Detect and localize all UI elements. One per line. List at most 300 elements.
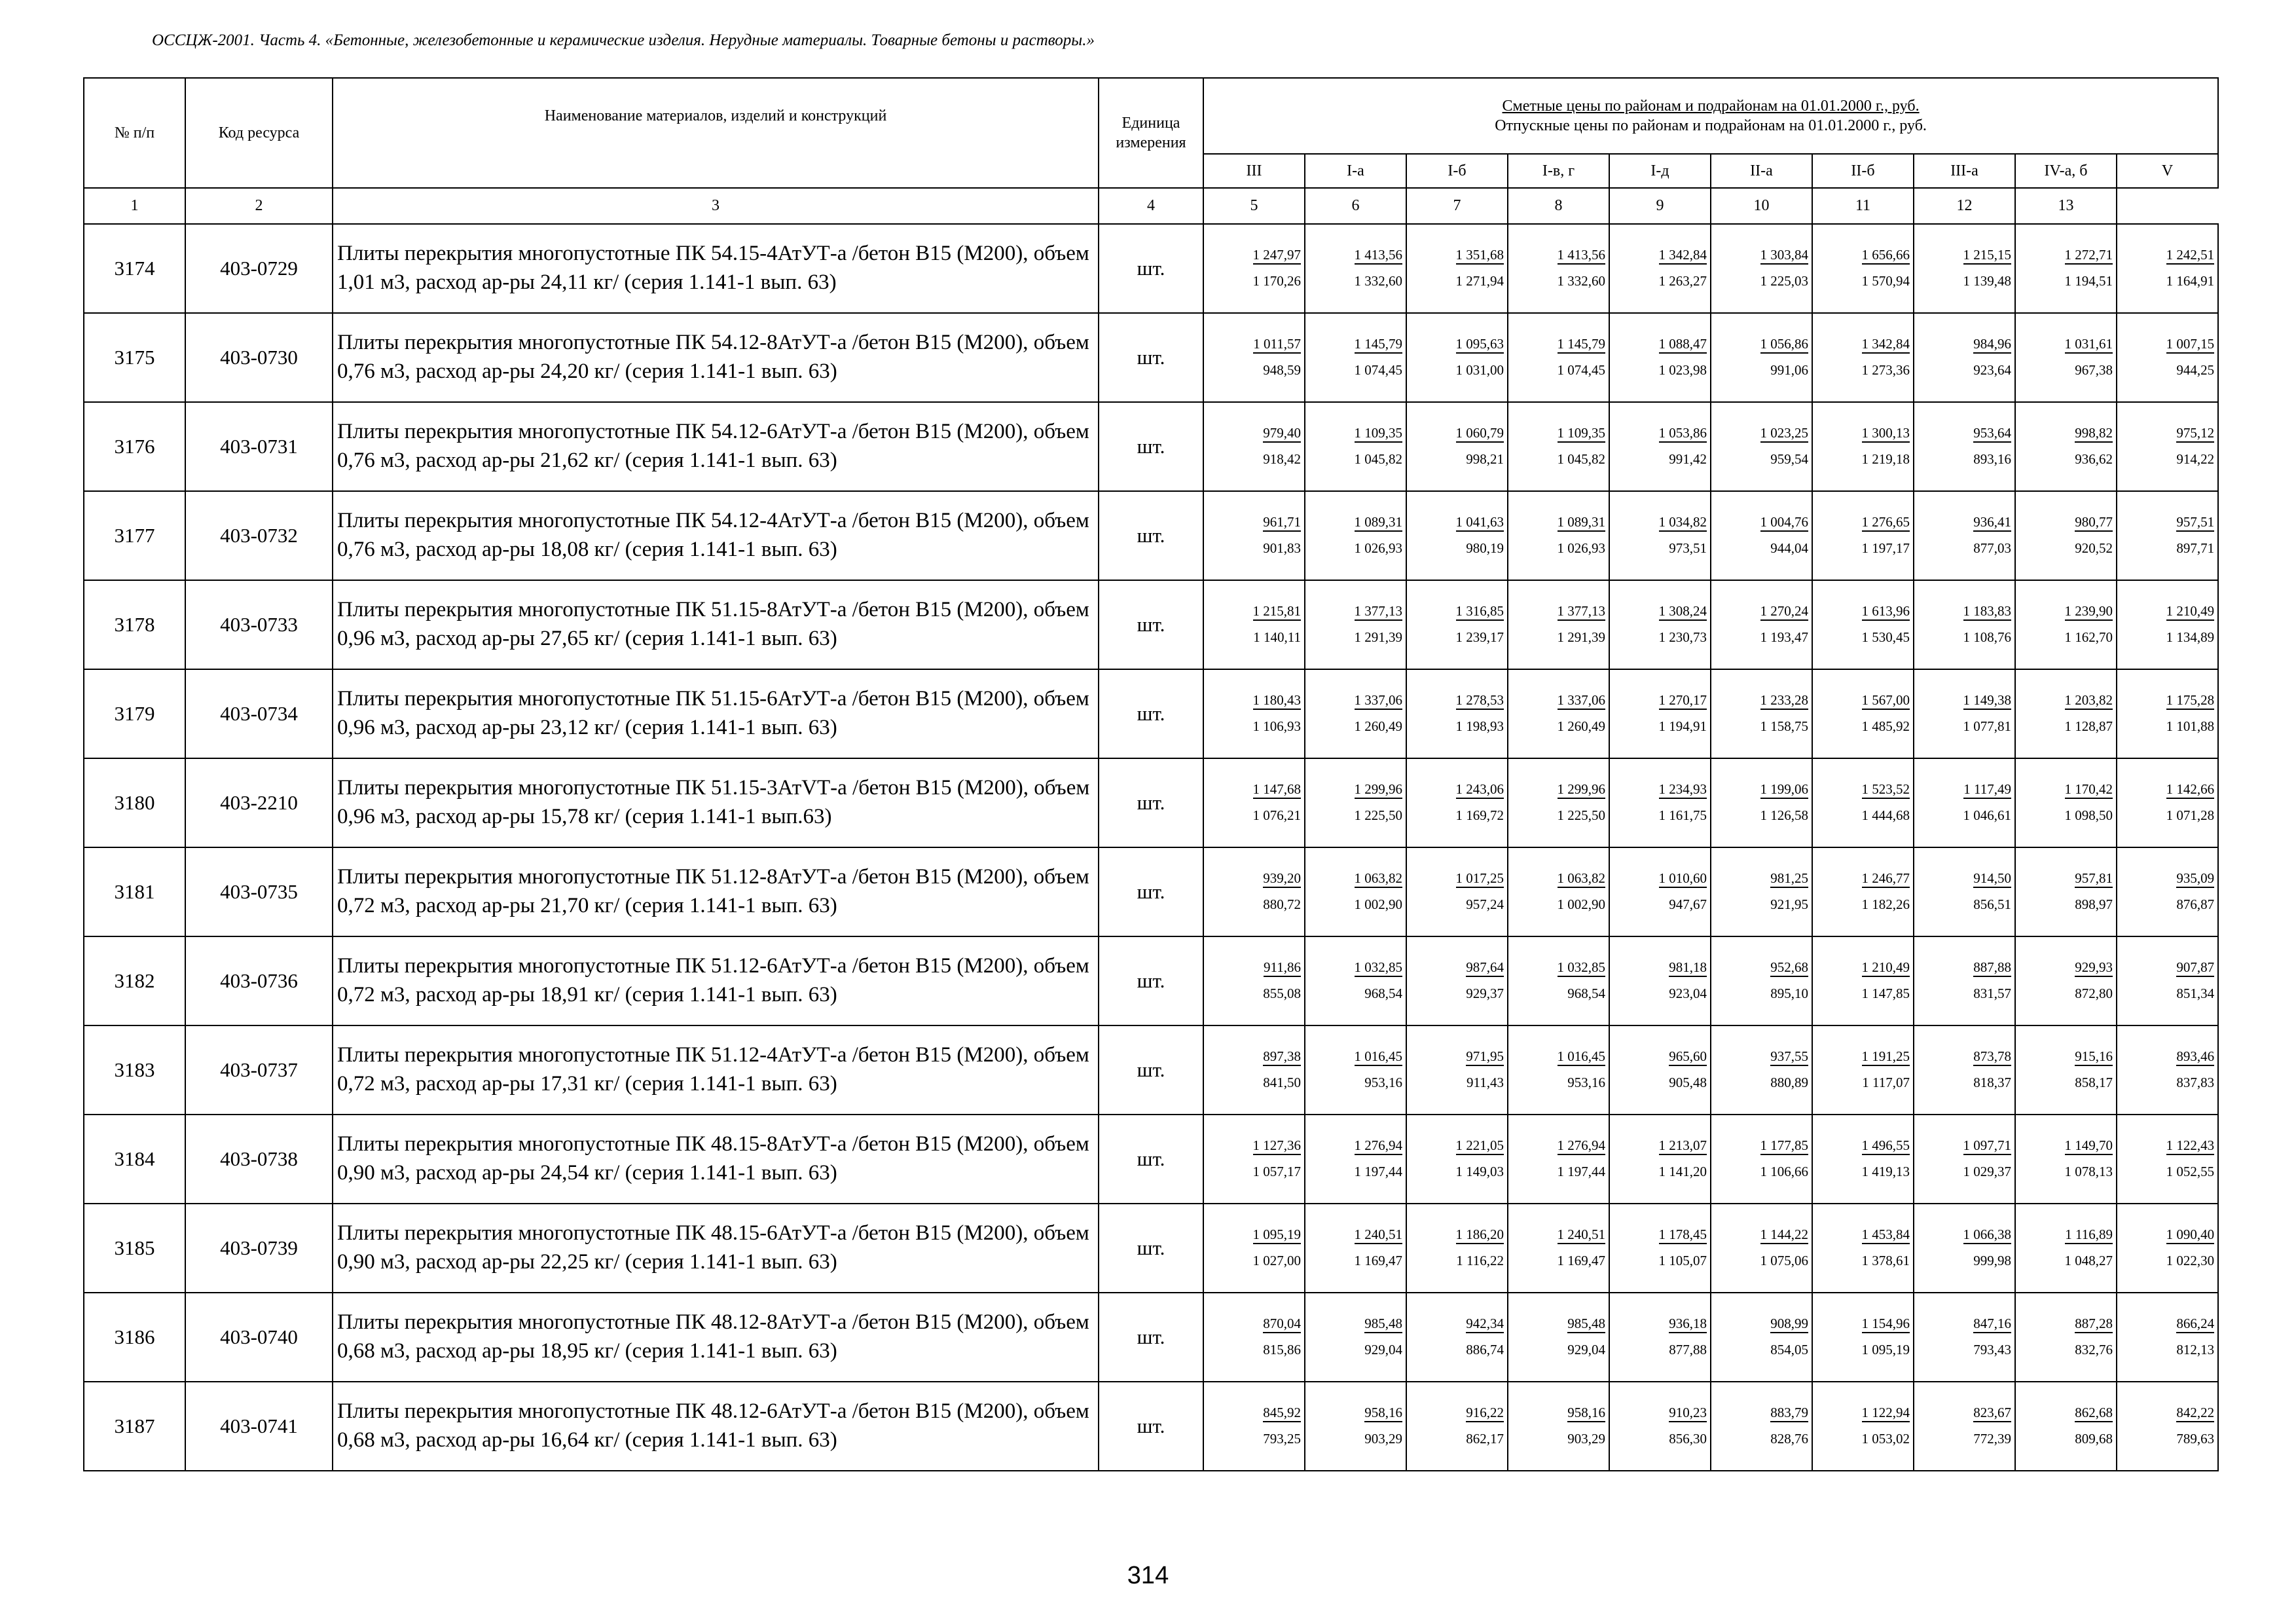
- estimate-price: 823,67: [1973, 1404, 2011, 1422]
- release-price: 1 169,47: [1354, 1253, 1402, 1269]
- estimate-price: 1 186,20: [1456, 1226, 1504, 1244]
- release-price: 841,50: [1263, 1075, 1301, 1091]
- release-price: 789,63: [2176, 1431, 2215, 1447]
- estimate-price: 1 154,96: [1862, 1315, 1910, 1333]
- release-price: 948,59: [1263, 362, 1301, 378]
- estimate-price: 914,50: [1973, 870, 2011, 888]
- price-cell: [1711, 847, 1812, 936]
- estimate-price: 987,64: [1466, 959, 1504, 977]
- table-row: [84, 1293, 2218, 1382]
- header-estimate-prices: Сметные цены по районам и подрайонам на 01.01.2000 г., руб.: [1502, 98, 1920, 115]
- price-cell: [1609, 1204, 1711, 1293]
- row-number: 3179: [84, 669, 185, 758]
- release-price: 1 149,03: [1455, 1164, 1504, 1180]
- header-region: II-б: [1812, 154, 1914, 188]
- unit-of-measure: шт.: [1099, 313, 1203, 402]
- estimate-price: 1 053,86: [1659, 424, 1707, 443]
- estimate-price: 1 031,61: [2065, 335, 2113, 354]
- estimate-price: 862,68: [2075, 1404, 2113, 1422]
- release-price: 772,39: [1973, 1431, 2011, 1447]
- release-price: 1 291,39: [1557, 629, 1605, 646]
- release-price: 929,04: [1567, 1342, 1605, 1358]
- price-cell: [1508, 1382, 1609, 1471]
- estimate-price: 1 270,24: [1760, 602, 1809, 621]
- price-cell: [1711, 580, 1812, 669]
- release-price: 855,08: [1263, 986, 1301, 1002]
- release-price: 1 230,73: [1658, 629, 1707, 646]
- price-cell: [1711, 669, 1812, 758]
- release-price: 1 170,26: [1252, 273, 1301, 289]
- price-cell: [2015, 402, 2117, 491]
- estimate-price: 1 122,43: [2166, 1137, 2215, 1155]
- estimate-price: 1 056,86: [1760, 335, 1809, 354]
- price-cell: [1406, 224, 1508, 313]
- resource-code: 403-0732: [185, 491, 333, 580]
- estimate-price: 887,88: [1973, 959, 2011, 977]
- estimate-price: 1 191,25: [1862, 1048, 1910, 1066]
- release-price: 895,10: [1770, 986, 1808, 1002]
- unit-of-measure: шт.: [1099, 1115, 1203, 1204]
- estimate-price: 1 613,96: [1862, 602, 1910, 621]
- estimate-price: 1 337,06: [1355, 692, 1403, 710]
- price-cell: [1508, 402, 1609, 491]
- release-price: 929,04: [1364, 1342, 1402, 1358]
- price-cell: [1203, 936, 1305, 1025]
- estimate-price: 873,78: [1973, 1048, 2011, 1066]
- price-cell: [1203, 1293, 1305, 1382]
- release-price: 1 271,94: [1455, 273, 1504, 289]
- estimate-price: 847,16: [1973, 1315, 2011, 1333]
- estimate-price: 957,51: [2176, 513, 2214, 532]
- column-number: 8: [1508, 188, 1609, 224]
- price-cell: [2117, 402, 2218, 491]
- estimate-price: 907,87: [2176, 959, 2214, 977]
- price-cell: [2117, 1293, 2218, 1382]
- row-number: 3182: [84, 936, 185, 1025]
- release-price: 872,80: [2075, 986, 2113, 1002]
- header-region: I-в, г: [1508, 154, 1609, 188]
- release-price: 973,51: [1669, 540, 1707, 557]
- price-cell: [1508, 1115, 1609, 1204]
- release-price: 793,25: [1263, 1431, 1301, 1447]
- price-cell: [1508, 758, 1609, 847]
- release-price: 862,17: [1466, 1431, 1504, 1447]
- material-name: Плиты перекрытия многопустотные ПК 51.12-4АтУТ-а /бетон В15 (М200), объем 0,72 м3, расход ар-ры 17,31 кг/ (серия 1.141-1 вып. 63): [333, 1025, 1099, 1115]
- header-code: Код ресурса: [185, 78, 333, 188]
- estimate-price: 870,04: [1263, 1315, 1301, 1333]
- estimate-price: 1 299,96: [1355, 781, 1403, 799]
- release-price: 1 194,51: [2064, 273, 2113, 289]
- estimate-price: 1 247,97: [1253, 246, 1302, 265]
- release-price: 936,62: [2075, 451, 2113, 468]
- resource-code: 403-2210: [185, 758, 333, 847]
- estimate-price: 979,40: [1263, 424, 1301, 443]
- release-price: 1 071,28: [2166, 807, 2215, 824]
- price-table-body: [84, 78, 2218, 1471]
- estimate-price: 1 032,85: [1558, 959, 1606, 977]
- price-cell: [1914, 1115, 2015, 1204]
- estimate-price: 1 308,24: [1659, 602, 1707, 621]
- release-price: 1 291,39: [1354, 629, 1402, 646]
- header-price-group: [1203, 78, 2218, 154]
- price-cell: [2015, 1115, 2117, 1204]
- release-price: 1 116,22: [1456, 1253, 1504, 1269]
- price-cell: [1508, 936, 1609, 1025]
- release-price: 953,16: [1567, 1075, 1605, 1091]
- price-cell: [2015, 758, 2117, 847]
- price-cell: [1609, 1293, 1711, 1382]
- release-price: 837,83: [2176, 1075, 2215, 1091]
- price-cell: [2117, 1382, 2218, 1471]
- estimate-price: 910,23: [1669, 1404, 1707, 1422]
- price-cell: [1406, 1115, 1508, 1204]
- price-cell: [2117, 580, 2218, 669]
- release-price: 897,71: [2176, 540, 2215, 557]
- estimate-price: 957,81: [2075, 870, 2113, 888]
- price-cell: [1609, 580, 1711, 669]
- price-cell: [2117, 758, 2218, 847]
- release-price: 880,89: [1770, 1075, 1808, 1091]
- estimate-price: 1 170,42: [2065, 781, 2113, 799]
- release-price: 901,83: [1263, 540, 1301, 557]
- price-cell: [1812, 1204, 1914, 1293]
- estimate-price: 1 117,49: [1963, 781, 2011, 799]
- price-cell: [1305, 224, 1406, 313]
- table-row: [84, 847, 2218, 936]
- column-number: 4: [1099, 188, 1203, 224]
- estimate-price: 1 063,82: [1558, 870, 1606, 888]
- release-price: 1 117,07: [1862, 1075, 1910, 1091]
- column-number: 9: [1609, 188, 1711, 224]
- table-row: [84, 669, 2218, 758]
- estimate-price: 937,55: [1770, 1048, 1808, 1066]
- resource-code: 403-0730: [185, 313, 333, 402]
- estimate-price: 1 246,77: [1862, 870, 1910, 888]
- estimate-price: 1 221,05: [1456, 1137, 1504, 1155]
- price-cell: [1914, 758, 2015, 847]
- release-price: 1 260,49: [1557, 718, 1605, 735]
- release-price: 1 101,88: [2166, 718, 2215, 735]
- price-cell: [1203, 669, 1305, 758]
- release-price: 1 106,66: [1760, 1164, 1808, 1180]
- release-price: 968,54: [1567, 986, 1605, 1002]
- price-cell: [2117, 847, 2218, 936]
- estimate-price: 1 032,85: [1355, 959, 1403, 977]
- header-region: I-б: [1406, 154, 1508, 188]
- release-price: 1 169,72: [1455, 807, 1504, 824]
- price-cell: [1305, 580, 1406, 669]
- price-cell: [1508, 224, 1609, 313]
- release-price: 980,19: [1466, 540, 1504, 557]
- price-cell: [1203, 1115, 1305, 1204]
- price-cell: [1914, 224, 2015, 313]
- release-price: 1 106,93: [1252, 718, 1301, 735]
- estimate-price: 1 240,51: [1558, 1226, 1606, 1244]
- header-region: IV-а, б: [2015, 154, 2117, 188]
- estimate-price: 1 276,94: [1355, 1137, 1403, 1155]
- release-price: 967,38: [2075, 362, 2113, 378]
- unit-of-measure: шт.: [1099, 1025, 1203, 1115]
- price-cell: [1508, 1204, 1609, 1293]
- estimate-price: 936,18: [1669, 1315, 1707, 1333]
- price-cell: [1609, 1115, 1711, 1204]
- price-cell: [1812, 580, 1914, 669]
- header-region: I-д: [1609, 154, 1711, 188]
- price-cell: [1203, 847, 1305, 936]
- release-price: 1 098,50: [2064, 807, 2113, 824]
- release-price: 1 095,19: [1861, 1342, 1910, 1358]
- price-cell: [1508, 491, 1609, 580]
- release-price: 1 198,93: [1455, 718, 1504, 735]
- release-price: 1 105,07: [1658, 1253, 1707, 1269]
- estimate-price: 1 523,52: [1862, 781, 1910, 799]
- estimate-price: 1 109,35: [1355, 424, 1403, 443]
- release-price: 903,29: [1364, 1431, 1402, 1447]
- price-cell: [1609, 1382, 1711, 1471]
- price-cell: [1812, 1293, 1914, 1382]
- estimate-price: 842,22: [2176, 1404, 2214, 1422]
- estimate-price: 1 016,45: [1558, 1048, 1606, 1066]
- price-cell: [1203, 1204, 1305, 1293]
- price-cell: [1711, 1115, 1812, 1204]
- price-cell: [1609, 224, 1711, 313]
- release-price: 991,42: [1669, 451, 1707, 468]
- release-price: 793,43: [1973, 1342, 2011, 1358]
- price-cell: [1305, 313, 1406, 402]
- estimate-price: 1 299,96: [1558, 781, 1606, 799]
- table-row: [84, 1204, 2218, 1293]
- release-price: 1 273,36: [1861, 362, 1910, 378]
- estimate-price: 1 011,57: [1253, 335, 1301, 354]
- header-release-prices: Отпускные цены по районам и подрайонам на 01.01.2000 г., руб.: [1495, 117, 1927, 134]
- row-number: 3181: [84, 847, 185, 936]
- price-cell: [1812, 669, 1914, 758]
- release-price: 1 002,90: [1354, 896, 1402, 913]
- release-price: 923,64: [1973, 362, 2011, 378]
- row-number: 3177: [84, 491, 185, 580]
- release-price: 1 045,82: [1354, 451, 1402, 468]
- release-price: 1 074,45: [1354, 362, 1402, 378]
- row-number: 3175: [84, 313, 185, 402]
- header-region: III-а: [1914, 154, 2015, 188]
- release-price: 953,16: [1364, 1075, 1402, 1091]
- release-price: 1 193,47: [1760, 629, 1808, 646]
- estimate-price: 1 342,84: [1862, 335, 1910, 354]
- column-number: 10: [1711, 188, 1812, 224]
- release-price: 1 140,11: [1253, 629, 1301, 646]
- price-cell: [1305, 491, 1406, 580]
- estimate-price: 915,16: [2075, 1048, 2113, 1066]
- price-cell: [1609, 491, 1711, 580]
- estimate-price: 1 210,49: [2166, 602, 2215, 621]
- release-price: 903,29: [1567, 1431, 1605, 1447]
- price-cell: [1914, 847, 2015, 936]
- release-price: 1 027,00: [1252, 1253, 1301, 1269]
- price-cell: [2117, 936, 2218, 1025]
- estimate-price: 1 060,79: [1456, 424, 1504, 443]
- unit-of-measure: шт.: [1099, 669, 1203, 758]
- estimate-price: 1 090,40: [2166, 1226, 2215, 1244]
- price-cell: [1609, 936, 1711, 1025]
- price-cell: [1305, 402, 1406, 491]
- estimate-price: 929,93: [2075, 959, 2113, 977]
- release-price: 1 045,82: [1557, 451, 1605, 468]
- estimate-price: 1 007,15: [2166, 335, 2215, 354]
- header-region: V: [2117, 154, 2218, 188]
- estimate-price: 1 122,94: [1862, 1404, 1910, 1422]
- price-cell: [1406, 1025, 1508, 1115]
- estimate-price: 1 303,84: [1760, 246, 1809, 265]
- price-cell: [1406, 1293, 1508, 1382]
- estimate-price: 1 337,06: [1558, 692, 1606, 710]
- estimate-price: 1 239,90: [2065, 602, 2113, 621]
- estimate-price: 1 276,65: [1862, 513, 1910, 532]
- header-region: I-а: [1305, 154, 1406, 188]
- price-cell: [2117, 224, 2218, 313]
- release-price: 923,04: [1669, 986, 1707, 1002]
- estimate-price: 1 242,51: [2166, 246, 2215, 265]
- estimate-price: 1 089,31: [1558, 513, 1606, 532]
- price-cell: [2117, 1204, 2218, 1293]
- release-price: 1 074,45: [1557, 362, 1605, 378]
- estimate-price: 958,16: [1567, 1404, 1605, 1422]
- estimate-price: 897,38: [1263, 1048, 1301, 1066]
- price-cell: [1914, 1293, 2015, 1382]
- estimate-price: 1 145,79: [1355, 335, 1403, 354]
- release-price: 1 169,47: [1557, 1253, 1605, 1269]
- estimate-price: 939,20: [1263, 870, 1301, 888]
- row-number: 3180: [84, 758, 185, 847]
- price-cell: [1203, 491, 1305, 580]
- price-cell: [1812, 1382, 1914, 1471]
- table-row: [84, 1382, 2218, 1471]
- estimate-price: 1 017,25: [1456, 870, 1504, 888]
- release-price: 1 419,13: [1861, 1164, 1910, 1180]
- estimate-price: 1 089,31: [1355, 513, 1403, 532]
- estimate-price: 1 203,82: [2065, 692, 2113, 710]
- price-cell: [1812, 758, 1914, 847]
- price-cell: [1711, 1204, 1812, 1293]
- estimate-price: 883,79: [1770, 1404, 1808, 1422]
- price-cell: [1406, 758, 1508, 847]
- material-name: Плиты перекрытия многопустотные ПК 48.12-8АтУТ-а /бетон В15 (М200), объем 0,68 м3, расход ар-ры 18,95 кг/ (серия 1.141-1 вып. 63): [333, 1293, 1099, 1382]
- price-cell: [1914, 491, 2015, 580]
- estimate-price: 1 278,53: [1456, 692, 1504, 710]
- estimate-price: 866,24: [2176, 1315, 2214, 1333]
- release-price: 991,06: [1770, 362, 1808, 378]
- estimate-price: 952,68: [1770, 959, 1808, 977]
- running-header: ОССЦЖ-2001. Часть 4. «Бетонные, железобетонные и керамические изделия. Нерудные материалы. Товарные бетоны и растворы.»: [152, 31, 1095, 49]
- estimate-price: 1 210,49: [1862, 959, 1910, 977]
- row-number: 3176: [84, 402, 185, 491]
- estimate-price: 1 178,45: [1659, 1226, 1707, 1244]
- estimate-price: 1 413,56: [1355, 246, 1403, 265]
- price-cell: [1914, 936, 2015, 1025]
- table-row: [84, 936, 2218, 1025]
- price-cell: [1711, 1382, 1812, 1471]
- material-name: Плиты перекрытия многопустотные ПК 51.15-3АтVТ-а /бетон В15 (М200), объем 0,96 м3, расход ар-ры 15,78 кг/ (серия 1.141-1 вып.63): [333, 758, 1099, 847]
- release-price: 920,52: [2075, 540, 2113, 557]
- price-cell: [1406, 491, 1508, 580]
- table-row: [84, 402, 2218, 491]
- release-price: 998,21: [1466, 451, 1504, 468]
- price-cell: [1305, 669, 1406, 758]
- release-price: 856,30: [1669, 1431, 1707, 1447]
- price-cell: [1203, 1025, 1305, 1115]
- estimate-price: 1 066,38: [1963, 1226, 2012, 1244]
- resource-code: 403-0736: [185, 936, 333, 1025]
- release-price: 1 570,94: [1861, 273, 1910, 289]
- estimate-price: 1 063,82: [1355, 870, 1403, 888]
- material-name: Плиты перекрытия многопустотные ПК 51.12-6АтУТ-а /бетон В15 (М200), объем 0,72 м3, расход ар-ры 18,91 кг/ (серия 1.141-1 вып. 63): [333, 936, 1099, 1025]
- price-cell: [2015, 847, 2117, 936]
- release-price: 851,34: [2176, 986, 2215, 1002]
- release-price: 1 225,03: [1760, 273, 1808, 289]
- price-cell: [1812, 491, 1914, 580]
- header-region: II-а: [1711, 154, 1812, 188]
- estimate-price: 981,18: [1669, 959, 1707, 977]
- price-cell: [1914, 669, 2015, 758]
- table-row: [84, 1025, 2218, 1115]
- unit-of-measure: шт.: [1099, 847, 1203, 936]
- price-cell: [1609, 669, 1711, 758]
- release-price: 1 332,60: [1557, 273, 1605, 289]
- release-price: 877,88: [1669, 1342, 1707, 1358]
- estimate-price: 985,48: [1567, 1315, 1605, 1333]
- release-price: 1 197,44: [1557, 1164, 1605, 1180]
- price-cell: [1406, 1204, 1508, 1293]
- price-cell: [1203, 224, 1305, 313]
- row-number: 3184: [84, 1115, 185, 1204]
- estimate-price: 1 234,93: [1659, 781, 1707, 799]
- release-price: 1 002,90: [1557, 896, 1605, 913]
- estimate-price: 1 149,38: [1963, 692, 2012, 710]
- table-row: [84, 758, 2218, 847]
- estimate-price: 1 147,68: [1253, 781, 1302, 799]
- column-number: 3: [333, 188, 1099, 224]
- estimate-price: 975,12: [2176, 424, 2214, 443]
- header-unit: Единица измерения: [1099, 78, 1203, 188]
- estimate-price: 916,22: [1466, 1404, 1504, 1422]
- price-cell: [1812, 313, 1914, 402]
- estimate-price: 1 240,51: [1355, 1226, 1403, 1244]
- price-cell: [2015, 491, 2117, 580]
- estimate-price: 981,25: [1770, 870, 1808, 888]
- column-number: 2: [185, 188, 333, 224]
- price-cell: [1508, 1293, 1609, 1382]
- release-price: 944,04: [1770, 540, 1808, 557]
- price-cell: [1305, 1204, 1406, 1293]
- release-price: 880,72: [1263, 896, 1301, 913]
- estimate-price: 887,28: [2075, 1315, 2113, 1333]
- price-cell: [2117, 1115, 2218, 1204]
- price-cell: [1812, 1025, 1914, 1115]
- release-price: 1 260,49: [1354, 718, 1402, 735]
- price-cell: [1203, 1382, 1305, 1471]
- estimate-price: 1 097,71: [1963, 1137, 2012, 1155]
- release-price: 1 026,93: [1557, 540, 1605, 557]
- release-price: 1 031,00: [1455, 362, 1504, 378]
- price-cell: [2015, 1025, 2117, 1115]
- price-cell: [2015, 580, 2117, 669]
- price-cell: [1508, 313, 1609, 402]
- price-cell: [1203, 758, 1305, 847]
- estimate-price: 1 175,28: [2166, 692, 2215, 710]
- estimate-price: 985,48: [1364, 1315, 1402, 1333]
- release-price: 828,76: [1770, 1431, 1808, 1447]
- unit-of-measure: шт.: [1099, 1382, 1203, 1471]
- price-cell: [2117, 313, 2218, 402]
